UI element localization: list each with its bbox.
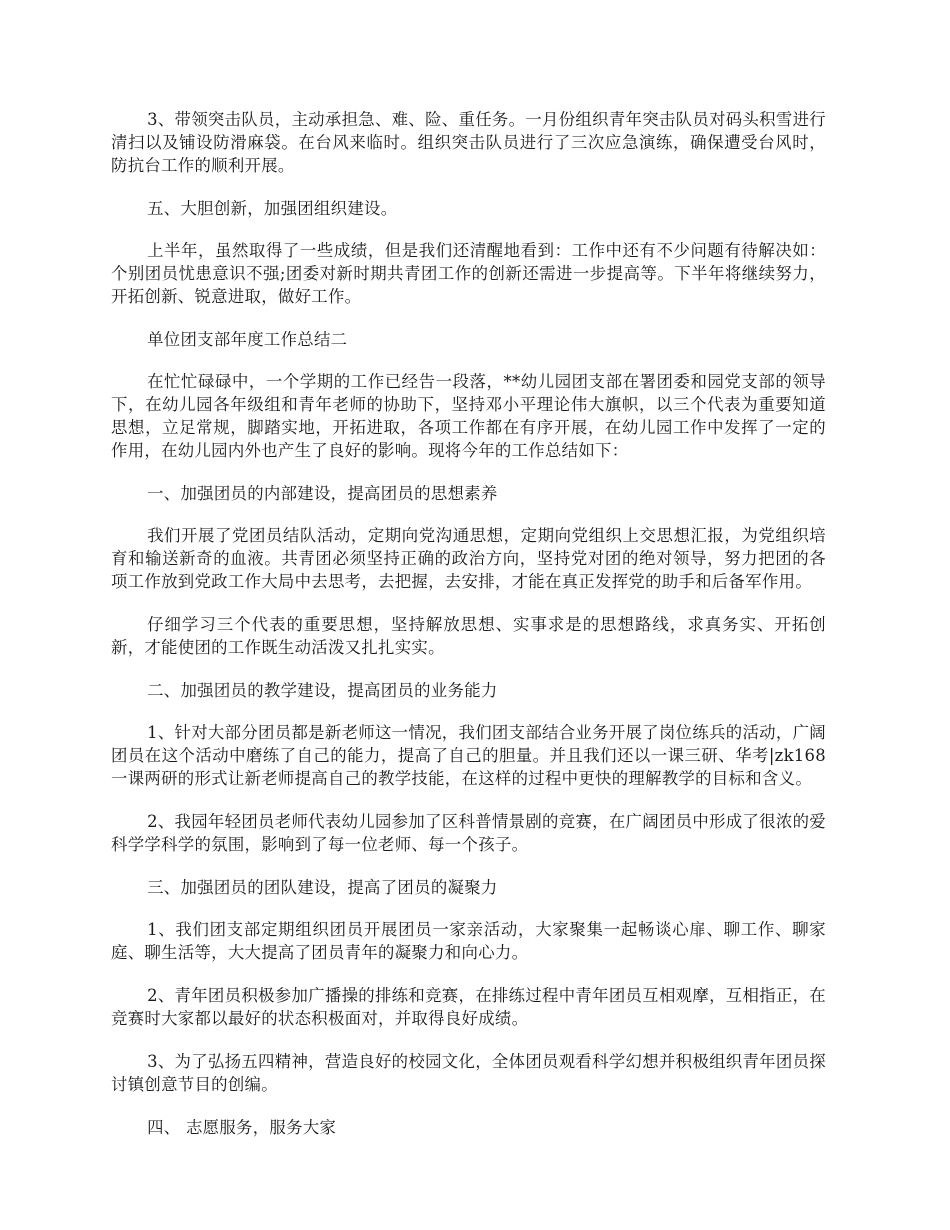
paragraph-team-2: 2、青年团员积极参加广播操的排练和竞赛，在排练过程中青年团员互相观摩，互相指正，在竞赛时大家都以最好的状态积极面对，并取得良好成绩。 (111, 986, 826, 1028)
paragraph-first-half-summary: 上半年，虽然取得了一些成绩，但是我们还清醒地看到：工作中还有不少问题有待解决如：个别团员忧患意识不强;团委对新时期共青团工作的创新还需进一步提高等。下半年将继续努力，开拓创新、锐意进取，做好工作。 (111, 241, 826, 306)
paragraph-study-thought: 仔细学习三个代表的重要思想，坚持解放思想、实事求是的思想路线，求真务实、开拓创新，才能使团的工作既生动活泼又扎扎实实。 (111, 615, 826, 657)
paragraph-intro: 在忙忙碌碌中，一个学期的工作已经告一段落，**幼儿园团支部在署团委和园党支部的领导下，在幼儿园各年级组和青年老师的协助下，坚持邓小平理论伟大旗帜，以三个代表为重要知道思想，立足常规，脚踏实地，开拓进取，各项工作都在有序开展，在幼儿园工作中发挥了一定的作用，在幼儿园内外也产生了良好的影响。现将今年的工作总结如下： (111, 372, 826, 460)
heading-innovation: 五、大胆创新，加强团组织建设。 (147, 199, 398, 218)
paragraph-teaching-2: 2、我园年轻团员老师代表幼儿园参加了区科普情景剧的竞赛，在广阔团员中形成了很浓的爱科学学科学的氛围，影响到了每一位老师、每一个孩子。 (111, 812, 826, 854)
heading-teaching-building: 二、加强团员的教学建设，提高团员的业务能力 (147, 681, 498, 700)
paragraph-party-pairing: 我们开展了党团员结队活动，定期向党沟通思想，定期向党组织上交思想汇报，为党组织培育和输送新奇的血液。共青团必须坚持正确的政治方向，坚持党对团的绝对领导，努力把团的各项工作放到党政工作大局中去思考，去把握，去安排，才能在真正发挥党的助手和后备军作用。 (111, 526, 826, 591)
paragraph-task-force: 3、带领突击队员，主动承担急、难、险、重任务。一月份组织青年突击队员对码头积雪进行清扫以及铺设防滑麻袋。在台风来临时。组织突击队员进行了三次应急演练，确保遭受台风时，防抗台工作的顺利开展。 (111, 110, 826, 175)
paragraph-team-3: 3、为了弘扬五四精神，营造良好的校园文化，全体团员观看科学幻想并积极组织青年团员探讨镇创意节目的创编。 (111, 1052, 826, 1094)
paragraph-team-1: 1、我们团支部定期组织团员开展团员一家亲活动，大家聚集一起畅谈心扉、聊工作、聊家庭、聊生活等，大大提高了团员青年的凝聚力和向心力。 (111, 920, 826, 962)
heading-internal-building: 一、加强团员的内部建设，提高团员的思想素养 (147, 484, 498, 503)
paragraph-teaching-1: 1、针对大部分团员都是新老师这一情况，我们团支部结合业务开展了岗位练兵的活动，广阔团员在这个活动中磨练了自己的能力，提高了自己的胆量。并且我们还以一课三研、华考|zk168一课两研的形式让新老师提高自己的教学技能，在这样的过程中更快的理解教学的目标和含义。 (111, 723, 826, 788)
heading-team-building: 三、加强团员的团队建设，提高了团员的凝聚力 (147, 878, 498, 897)
heading-volunteer-service: 四、 志愿服务，服务大家 (147, 1118, 337, 1137)
document-section-title: 单位团支部年度工作总结二 (147, 330, 348, 349)
